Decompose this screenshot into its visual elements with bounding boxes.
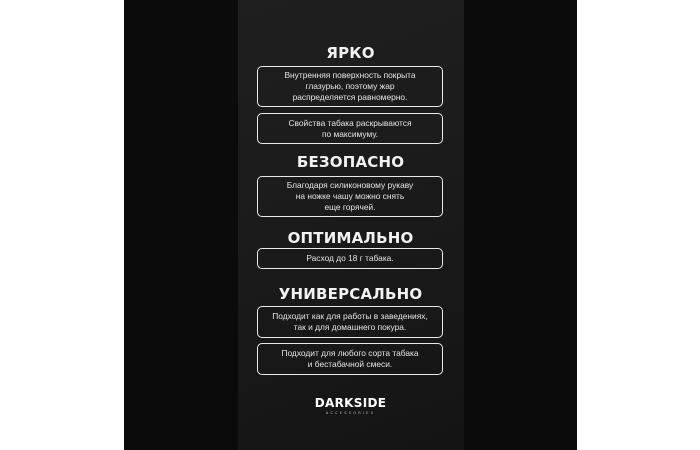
brand-tagline: ACCESSORIES [325, 411, 376, 415]
section-heading-bright: ЯРКО [326, 44, 375, 62]
feature-card-text: Благодаря силиконовому рукаву на ножке чашу можно снять еще горячей. [286, 180, 414, 212]
feature-card-tobacco-properties [257, 113, 443, 144]
brand-logo: DARKSIDE [314, 396, 387, 410]
feature-card-consumption [257, 248, 443, 269]
product-infographic [124, 0, 577, 450]
feature-card-text: Подходит как для работы в заведениях, так и для домашнего покура. [272, 311, 428, 332]
feature-card-glaze [257, 66, 443, 107]
section-heading-universal: УНИВЕРСАЛЬНО [278, 285, 423, 303]
feature-card-text: Расход до 18 г табака. [306, 253, 394, 263]
feature-card-venues-home [257, 306, 443, 338]
section-heading-optimal: ОПТИМАЛЬНО [287, 229, 414, 247]
feature-card-text: Внутренняя поверхность покрыта глазурью, поэтому жар распределяется равномерно. [284, 70, 416, 102]
feature-card-silicone-sleeve [257, 176, 443, 217]
feature-card-text: Свойства табака раскрываются по максимуму. [288, 117, 412, 139]
feature-card-text: Подходит для любого сорта табака и бестабачной смеси. [281, 348, 419, 369]
section-heading-safe: БЕЗОПАСНО [296, 153, 405, 171]
feature-card-any-tobacco [257, 343, 443, 375]
